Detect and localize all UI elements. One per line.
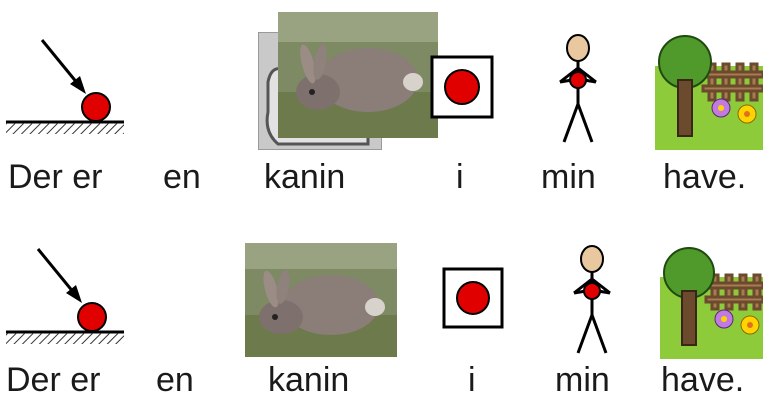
ground-with-ball-icon [4, 243, 126, 361]
word-i: i [456, 158, 464, 196]
red-dot-square-icon [430, 55, 494, 119]
sentence-row-2 [0, 205, 763, 401]
rabbit-photo-icon [278, 12, 438, 138]
word-kanin: kanin [268, 361, 350, 399]
word-en: en [156, 361, 194, 399]
word-der-er: Der er [6, 361, 101, 399]
word-der-er: Der er [8, 158, 103, 196]
person-with-ball-icon [548, 32, 608, 150]
word-have: have. [661, 361, 745, 399]
rabbit-photo-icon [245, 243, 397, 357]
word-i: i [468, 361, 476, 399]
word-min: min [541, 158, 596, 196]
person-with-ball-icon [562, 243, 622, 361]
garden-icon [655, 30, 763, 150]
word-min: min [555, 361, 610, 399]
word-en: en [163, 158, 201, 196]
word-have: have. [663, 158, 747, 196]
garden-icon [660, 243, 763, 359]
word-kanin: kanin [264, 158, 346, 196]
ground-with-ball-icon [4, 32, 126, 150]
red-dot-square-icon [442, 267, 504, 329]
